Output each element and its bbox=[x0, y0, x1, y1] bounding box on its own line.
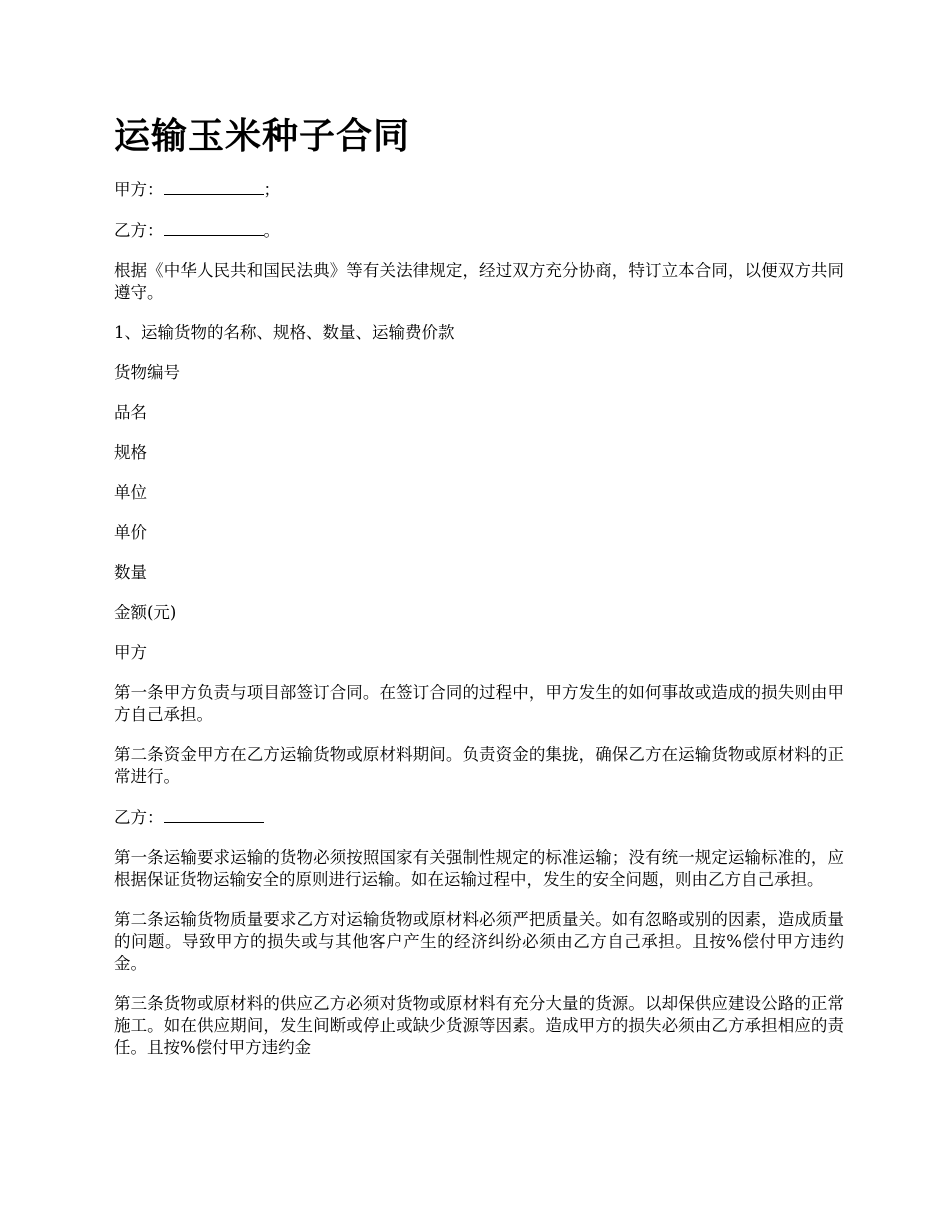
party-b-label: 乙方： bbox=[114, 221, 164, 240]
party-b-end: 。 bbox=[263, 221, 280, 240]
table-field-item-no: 货物编号 bbox=[114, 363, 180, 382]
table-field-unit: 单位 bbox=[114, 483, 147, 502]
party-b-heading: 乙方： bbox=[114, 808, 164, 827]
party-a-label: 甲方： bbox=[114, 180, 164, 199]
party-b-signature-blank bbox=[164, 806, 264, 823]
party-a-end: ； bbox=[263, 180, 280, 199]
party-a-clause: 第一条甲方负责与项目部签订合同。在签订合同的过程中，甲方发生的如何事故或造成的损失则由甲方自己承担。 bbox=[114, 683, 844, 724]
party-b-clause: 第三条货物或原材料的供应乙方必须对货物或原材料有充分大量的货源。以却保供应建设公路的正常施工。如在供应期间，发生间断或停止或缺少货源等因素。造成甲方的损失必须由乙方承担相应的责任。且按%偿付甲方违约金 bbox=[114, 994, 844, 1057]
party-b-blank bbox=[164, 219, 264, 236]
table-field-unit-price: 单价 bbox=[114, 523, 147, 542]
party-a-blank bbox=[164, 178, 264, 195]
table-field-spec: 规格 bbox=[114, 443, 147, 462]
intro-paragraph: 根据《中华人民共和国民法典》等有关法律规定，经过双方充分协商，特订立本合同，以便双方共同遵守。 bbox=[114, 261, 844, 302]
section1-heading: 1、运输货物的名称、规格、数量、运输费价款 bbox=[114, 323, 455, 342]
party-a-clause: 第二条资金甲方在乙方运输货物或原材料期间。负责资金的集拢，确保乙方在运输货物或原材料的正常进行。 bbox=[114, 745, 844, 786]
document-title: 运输玉米种子合同 bbox=[114, 115, 411, 157]
party-b-clause: 第二条运输货物质量要求乙方对运输货物或原材料必须严把质量关。如有忽略或别的因素，造成质量的问题。导致甲方的损失或与其他客户产生的经济纠纷必须由乙方自己承担。且按%偿付甲方违约金。 bbox=[114, 910, 844, 973]
party-b-signature-line bbox=[114, 806, 844, 829]
table-field-amount: 金额(元) bbox=[114, 603, 177, 622]
party-a-line bbox=[114, 178, 844, 201]
party-a-heading: 甲方 bbox=[114, 643, 147, 662]
party-b-clause: 第一条运输要求运输的货物必须按照国家有关强制性规定的标准运输；没有统一规定运输标准的，应根据保证货物运输安全的原则进行运输。如在运输过程中，发生的安全问题，则由乙方自己承担。 bbox=[114, 848, 844, 889]
table-field-quantity: 数量 bbox=[114, 563, 147, 582]
party-b-line bbox=[114, 219, 844, 242]
table-field-name: 品名 bbox=[114, 403, 147, 422]
contract-page bbox=[114, 108, 844, 1077]
